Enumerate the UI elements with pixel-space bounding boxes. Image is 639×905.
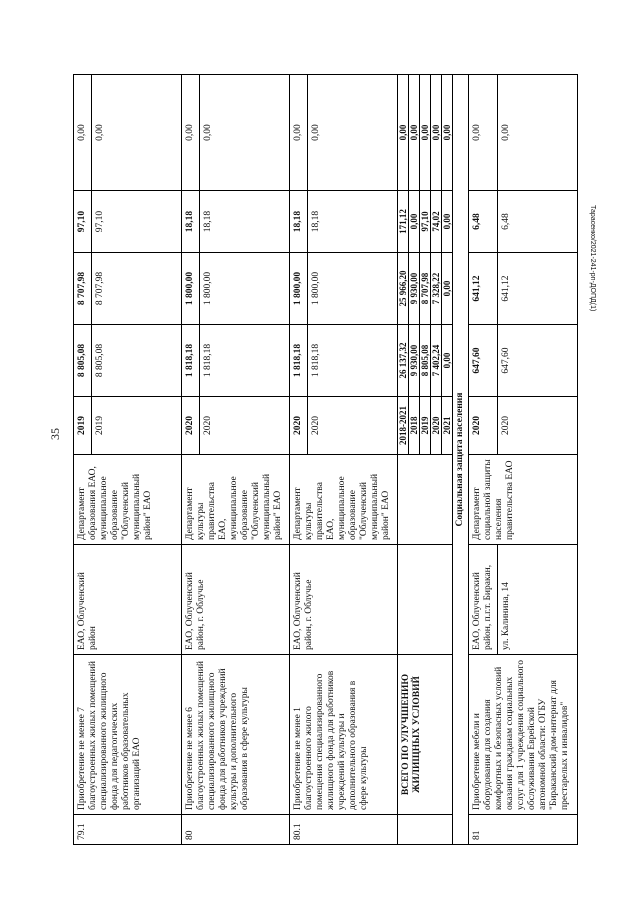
table-row (290, 75, 308, 845)
location: ЕАО, Облученский район, г. Облучье (290, 545, 398, 655)
regional-amount: 18,18 (200, 191, 290, 253)
federal-amount: 641,12 (498, 253, 578, 325)
other-amount: 0,00 (430, 75, 441, 190)
row-number: 80 (182, 815, 290, 845)
other-amount: 0,00 (200, 75, 290, 191)
measure-name: Приобретение не менее 7 благоустроенных жилых помещений специализированного жилищного фонда для педагогических работников образовательных организаций ЕАО (74, 655, 182, 815)
location: ул. Калинина, 14 (498, 545, 578, 655)
total-amount: 647,60 (469, 325, 498, 397)
federal-amount: 9 930,00 (408, 253, 419, 324)
total-year: 2018-2021 (398, 406, 408, 445)
regional-amount: 97,10 (92, 191, 182, 253)
rotated-table-wrapper (73, 75, 588, 845)
other-amount: 0,00 (398, 124, 408, 141)
total-other (398, 75, 453, 191)
total-amounts (398, 325, 453, 397)
total-amount: 1 818,18 (290, 325, 308, 397)
regional-amount: 97,10 (419, 191, 430, 252)
federal-amount: 1 800,00 (290, 253, 308, 325)
year: 2019 (92, 397, 182, 455)
total-amount: 1 818,18 (308, 325, 398, 397)
year: 2020 (290, 397, 308, 455)
year: 2020 (308, 397, 398, 455)
total-amount: 1 818,18 (182, 325, 200, 397)
table-row (74, 75, 92, 845)
total-amount: 8 805,08 (419, 325, 430, 396)
customer: Департамент культуры правительства ЕАО, муниципальное образование "Облученский муниципальный район" ЕАО (290, 455, 398, 545)
other-amount: 0,00 (74, 75, 92, 191)
other-amount: 0,00 (441, 75, 452, 190)
regional-amount: 97,10 (74, 191, 92, 253)
total-year: 2021 (441, 397, 452, 454)
regional-amount: 6,48 (498, 191, 578, 253)
section-row (453, 75, 469, 845)
total-label: ВСЕГО ПО УЛУЧШЕНИЮ ЖИЛИЩНЫХ УСЛОВИЙ (398, 655, 453, 815)
regional-amount: 18,18 (290, 191, 308, 253)
year: 2020 (182, 397, 200, 455)
measure-name: Приобретение не менее 6 благоустроенных жилых помещений специализированного жилищного фонда для работников учреждений культуры и дополнительного образования в сфере культуры (182, 655, 290, 815)
year: 2019 (74, 397, 92, 455)
regional-amount: 171,12 (398, 209, 408, 234)
regional-amount: 6,48 (469, 191, 498, 253)
page-number: 35 (48, 428, 62, 440)
table-row (182, 75, 200, 845)
federal-amount: 641,12 (469, 253, 498, 325)
row-number: 79.1 (74, 815, 182, 845)
customer (398, 455, 453, 545)
other-amount: 0,00 (92, 75, 182, 191)
location: ЕАО, Облученский район, г. Облучье (182, 545, 290, 655)
total-amount: 26 137,32 (398, 342, 408, 379)
total-amount: 647,60 (498, 325, 578, 397)
total-federal (398, 253, 453, 325)
location: ЕАО, Облученский район (74, 545, 182, 655)
federal-amount: 25 966,20 (398, 270, 408, 307)
federal-amount: 8 707,98 (419, 253, 430, 324)
year: 2020 (469, 397, 498, 455)
federal-amount: 1 800,00 (308, 253, 398, 325)
document-footer: Тарасенко/2021-241-рп-ДОПД(1) (589, 205, 596, 312)
regional-amount: 18,18 (308, 191, 398, 253)
regional-amount: 74,02 (430, 191, 441, 252)
federal-amount: 8 707,98 (92, 253, 182, 325)
total-amount: 8 805,08 (74, 325, 92, 397)
measure-name: Приобретение мебели и оборудования для создания комфортных и безопасных условий оказания гражданам социальных услуг для 1 учреждения социального обслуживания Еврейской автономной области: ОГБУ "Бираканский дом-интернат для престарелых и инвалидов" (469, 655, 578, 815)
program-table (73, 74, 578, 845)
year: 2020 (498, 397, 578, 455)
other-amount: 0,00 (290, 75, 308, 191)
total-amount: 8 805,08 (92, 325, 182, 397)
total-row (398, 75, 453, 845)
federal-amount: 1 800,00 (200, 253, 290, 325)
total-regional (398, 191, 453, 253)
customer: Департамент культуры правительства ЕАО, муниципальное образование "Облученский муниципальный район" ЕАО (182, 455, 290, 545)
total-amount: 1 818,18 (200, 325, 290, 397)
total-year: 2018 (408, 397, 419, 454)
row-number: 80.1 (290, 815, 398, 845)
other-amount: 0,00 (498, 75, 578, 191)
other-amount: 0,00 (419, 75, 430, 190)
other-amount: 0,00 (408, 75, 419, 190)
section-title: Социальная защита населения (453, 75, 469, 845)
total-years (398, 397, 453, 455)
total-amount: 9 930,00 (408, 325, 419, 396)
regional-amount: 0,00 (408, 191, 419, 252)
customer: Департамент образования ЕАО, муниципальное образование "Облученский муниципальный район" ЕАО (74, 455, 182, 545)
federal-amount: 1 800,00 (182, 253, 200, 325)
total-year: 2019 (419, 397, 430, 454)
location (398, 545, 453, 655)
total-amount: 0,00 (441, 325, 452, 396)
year: 2020 (200, 397, 290, 455)
federal-amount: 0,00 (441, 253, 452, 324)
table-row (469, 75, 498, 845)
other-amount: 0,00 (469, 75, 498, 191)
federal-amount: 8 707,98 (74, 253, 92, 325)
other-amount: 0,00 (308, 75, 398, 191)
federal-amount: 7 328,22 (430, 253, 441, 324)
total-year: 2020 (430, 397, 441, 454)
location: ЕАО, Облученский район, п.г.т. Биракан, (469, 545, 498, 655)
row-number: 81 (469, 815, 578, 845)
total-amount: 7 402,24 (430, 325, 441, 396)
measure-name: Приобретение не менее 1 благоустроенного жилого помещения специализированного жилищного фонда для работников учреждений культуры и дополнительного образования в сфере культуры (290, 655, 398, 815)
row-number (398, 815, 453, 845)
regional-amount: 0,00 (441, 191, 452, 252)
customer: Департамент социальной защиты населения правительства ЕАО (469, 455, 578, 545)
other-amount: 0,00 (182, 75, 200, 191)
regional-amount: 18,18 (182, 191, 200, 253)
